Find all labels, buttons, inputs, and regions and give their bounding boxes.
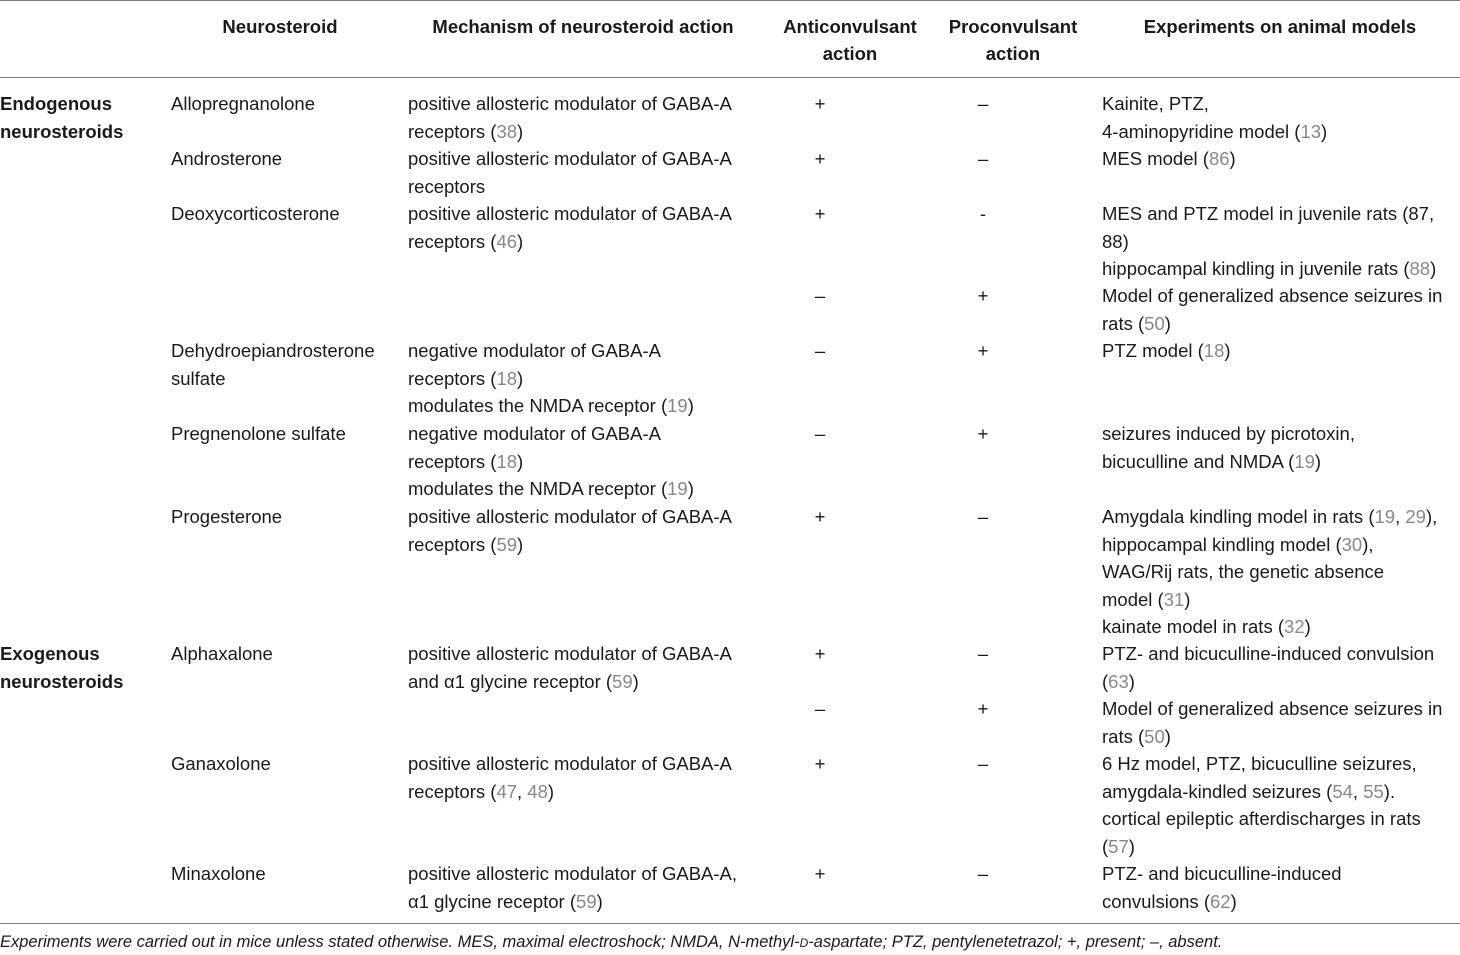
anticonvulsant-value: + [814, 863, 826, 884]
neurosteroid-name [171, 640, 273, 668]
reference-number[interactable]: 86 [1208, 148, 1230, 169]
header-anticonvulsant [770, 13, 930, 67]
mechanism-cell-line: receptors (59) [408, 533, 524, 555]
experiments-cell-line: MES and PTZ model in juvenile rats (87, [1102, 203, 1435, 224]
experiments-cell-line: hippocampal kindling model (30), [1102, 533, 1374, 555]
reference-number[interactable]: 59 [612, 670, 633, 692]
anticonvulsant-value: + [814, 148, 826, 169]
header-bottom-rule [0, 77, 1460, 78]
reference-number[interactable]: 59 [496, 533, 518, 555]
experiments-cell-line: kainate model in rats (32) [1102, 616, 1311, 637]
mechanism-cell-line: negative modulator of GABA-A [408, 340, 661, 361]
experiments-cell-line: Model of generalized absence seizures in [1102, 698, 1443, 719]
neurosteroid-name [171, 420, 346, 448]
reference-number[interactable]: 88 [1409, 258, 1431, 279]
proconvulsant-value: – [977, 753, 989, 774]
reference-number[interactable]: 18 [496, 450, 518, 472]
anticonvulsant-value: + [814, 506, 826, 527]
mechanism-cell-line: receptors [408, 175, 486, 197]
reference-number[interactable]: 19 [667, 395, 688, 416]
proconvulsant-value: + [977, 423, 989, 444]
neurosteroid-name-line: Deoxycorticosterone [171, 203, 340, 224]
mechanism-cell-line: positive allosteric modulator of GABA-A [408, 148, 732, 169]
reference-number[interactable]: 63 [1108, 670, 1129, 692]
header-anticonvulsant-line1: Anticonvulsant [783, 16, 917, 37]
experiments-cell [1102, 337, 1231, 365]
reference-number[interactable]: 19 [1374, 506, 1396, 527]
reference-number[interactable]: 57 [1108, 835, 1129, 857]
experiments-cell-line: convulsions (62) [1102, 890, 1237, 912]
reference-number[interactable]: 32 [1284, 616, 1305, 637]
reference-number[interactable]: 13 [1300, 120, 1322, 142]
table-top-rule [0, 0, 1460, 1]
reference-number[interactable]: 55 [1363, 780, 1384, 802]
neurosteroid-name-line: Progesterone [171, 506, 283, 527]
neurosteroid-name [171, 90, 315, 118]
experiments-cell [1102, 503, 1437, 641]
experiments-cell-line: 4-aminopyridine model (13) [1102, 120, 1328, 142]
neurosteroid-name [171, 860, 266, 888]
neurosteroid-name [171, 337, 375, 392]
reference-number[interactable]: 46 [496, 230, 518, 252]
neurosteroid-name-line: Dehydroepiandrosterone [171, 340, 375, 361]
reference-number[interactable]: 50 [1144, 312, 1165, 334]
proconvulsant-value: – [977, 863, 989, 884]
table-footnote [0, 931, 1222, 953]
experiments-cell [1102, 695, 1442, 750]
mechanism-cell-line: positive allosteric modulator of GABA-A [408, 203, 732, 224]
experiments-cell-line: amygdala-kindled seizures (54, 55). [1102, 780, 1396, 802]
mechanism-cell [408, 90, 732, 145]
anticonvulsant-value: + [814, 93, 826, 114]
mechanism-cell-line: modulates the NMDA receptor (19) [408, 395, 694, 416]
header-experiments: Experiments on animal models [1143, 16, 1417, 37]
header-proconvulsant [933, 13, 1093, 67]
experiments-cell-line: MES model (86) [1102, 148, 1236, 169]
proconvulsant-value: + [977, 698, 989, 719]
proconvulsant-value: - [979, 203, 987, 224]
small-caps-d: d [799, 933, 809, 951]
experiments-cell-line: PTZ- and bicuculline-induced convulsion [1102, 643, 1435, 664]
group-endogenous-line1: Endogenous [0, 93, 113, 114]
neurosteroid-name-line: Alphaxalone [171, 643, 273, 664]
experiments-cell [1102, 90, 1327, 145]
mechanism-cell-line: modulates the NMDA receptor (19) [408, 478, 694, 499]
neurosteroid-name-line: Allopregnanolone [171, 93, 316, 114]
proconvulsant-value: + [977, 285, 989, 306]
mechanism-cell [408, 503, 732, 558]
reference-number[interactable]: 47 [496, 780, 518, 802]
experiments-cell [1102, 860, 1342, 915]
experiments-cell-line: cortical epileptic afterdischarges in rats [1102, 808, 1421, 829]
anticonvulsant-value: + [814, 643, 826, 664]
mechanism-cell [408, 200, 732, 255]
mechanism-cell-line: positive allosteric modulator of GABA-A, [408, 863, 738, 884]
proconvulsant-value: – [977, 148, 989, 169]
anticonvulsant-value: + [814, 203, 826, 224]
anticonvulsant-value: – [814, 285, 826, 306]
experiments-cell-line: rats (50) [1102, 725, 1171, 747]
mechanism-cell-line: receptors (18) [408, 367, 524, 389]
experiments-cell [1102, 200, 1436, 283]
experiments-cell [1102, 750, 1421, 860]
experiments-cell-line: (63) [1102, 670, 1135, 692]
header-proconvulsant-line2: action [985, 43, 1041, 64]
mechanism-cell [408, 860, 737, 915]
experiments-cell [1102, 145, 1236, 173]
proconvulsant-value: + [977, 340, 989, 361]
reference-number[interactable]: 19 [1294, 450, 1315, 472]
mechanism-cell-line: positive allosteric modulator of GABA-A [408, 753, 732, 774]
group-exogenous-line2: neurosteroids [0, 670, 124, 692]
proconvulsant-value: – [977, 643, 989, 664]
neurosteroid-name [171, 200, 340, 228]
mechanism-cell [408, 420, 694, 503]
group-exogenous [0, 640, 123, 695]
anticonvulsant-value: – [814, 340, 826, 361]
group-endogenous-line2: neurosteroids [0, 120, 124, 142]
experiments-cell-line: seizures induced by picrotoxin, [1102, 423, 1355, 444]
neurosteroid-name-line: Pregnenolone sulfate [171, 423, 346, 444]
group-endogenous [0, 90, 123, 145]
neurosteroid-name-line: sulfate [171, 367, 226, 389]
header-neurosteroid: Neurosteroid [222, 16, 338, 37]
reference-number[interactable]: 62 [1209, 890, 1231, 912]
neurosteroid-name-line: Minaxolone [171, 863, 266, 884]
experiments-cell-line: Amygdala kindling model in rats (19, 29), [1102, 506, 1438, 527]
mechanism-cell-line: positive allosteric modulator of GABA-A [408, 643, 732, 664]
neurosteroid-name [171, 503, 282, 531]
reference-number[interactable]: 18 [1203, 340, 1225, 361]
anticonvulsant-value: – [814, 423, 826, 444]
footnote-text: Experiments were carried out in mice unless stated otherwise. MES, maximal electroshock; NMDA, N-methyl-d-aspartate; PTZ, pentylenetetrazol; +, present; –, absent. [0, 933, 1223, 951]
experiments-cell-line: model (31) [1102, 588, 1191, 610]
reference-number[interactable]: 59 [576, 890, 597, 912]
mechanism-cell-line: and α1 glycine receptor (59) [408, 670, 639, 692]
mechanism-cell-line: positive allosteric modulator of GABA-A [408, 506, 732, 527]
experiments-cell-line: hippocampal kindling in juvenile rats (88) [1102, 258, 1437, 279]
header-proconvulsant-line1: Proconvulsant [948, 16, 1078, 37]
reference-number[interactable]: 19 [667, 478, 688, 499]
experiments-cell-line: Kainite, PTZ, [1102, 93, 1209, 114]
mechanism-cell-line: receptors (46) [408, 230, 524, 252]
group-exogenous-line1: Exogenous [0, 643, 100, 664]
mechanism-cell [408, 750, 732, 805]
mechanism-cell-line: receptors (38) [408, 120, 524, 142]
experiments-cell [1102, 282, 1442, 337]
experiments-cell-line: rats (50) [1102, 312, 1171, 334]
reference-number[interactable]: 38 [496, 120, 518, 142]
experiments-cell-line: 6 Hz model, PTZ, bicuculline seizures, [1102, 753, 1417, 774]
neurosteroid-name [171, 145, 282, 173]
mechanism-cell-line: negative modulator of GABA-A [408, 423, 661, 444]
mechanism-cell-line: receptors (18) [408, 450, 524, 472]
experiments-cell-line: 88) [1102, 230, 1129, 252]
anticonvulsant-value: – [814, 698, 826, 719]
experiments-cell [1102, 420, 1355, 475]
experiments-cell-line: bicuculline and NMDA (19) [1102, 450, 1322, 472]
proconvulsant-value: – [977, 93, 989, 114]
experiments-cell-line: Model of generalized absence seizures in [1102, 285, 1443, 306]
experiments-cell-line: WAG/Rij rats, the genetic absence [1102, 561, 1385, 582]
reference-number[interactable]: 18 [496, 367, 518, 389]
experiments-cell-line: PTZ model (18) [1102, 340, 1231, 361]
anticonvulsant-value: + [814, 753, 826, 774]
proconvulsant-value: – [977, 506, 989, 527]
mechanism-cell-line: receptors (47, 48) [408, 780, 555, 802]
reference-number[interactable]: 30 [1341, 533, 1363, 555]
mechanism-cell-line: α1 glycine receptor (59) [408, 890, 603, 912]
experiments-cell [1102, 640, 1434, 695]
reference-number[interactable]: 50 [1144, 725, 1165, 747]
table-bottom-rule [0, 923, 1460, 924]
mechanism-cell [408, 145, 732, 200]
experiments-cell-line: PTZ- and bicuculline-induced [1102, 863, 1342, 884]
mechanism-cell [408, 640, 732, 695]
neurosteroid-name [171, 750, 271, 778]
neurosteroid-name-line: Androsterone [171, 148, 283, 169]
header-mechanism: Mechanism of neurosteroid action [432, 16, 734, 37]
experiments-cell-line: (57) [1102, 835, 1135, 857]
reference-number[interactable]: 31 [1163, 588, 1185, 610]
header-anticonvulsant-line2: action [822, 43, 878, 64]
mechanism-cell-line: positive allosteric modulator of GABA-A [408, 93, 732, 114]
reference-number[interactable]: 48 [527, 780, 548, 802]
reference-number[interactable]: 54 [1332, 780, 1353, 802]
neurosteroid-name-line: Ganaxolone [171, 753, 271, 774]
mechanism-cell [408, 337, 694, 420]
reference-number[interactable]: 29 [1405, 506, 1426, 527]
